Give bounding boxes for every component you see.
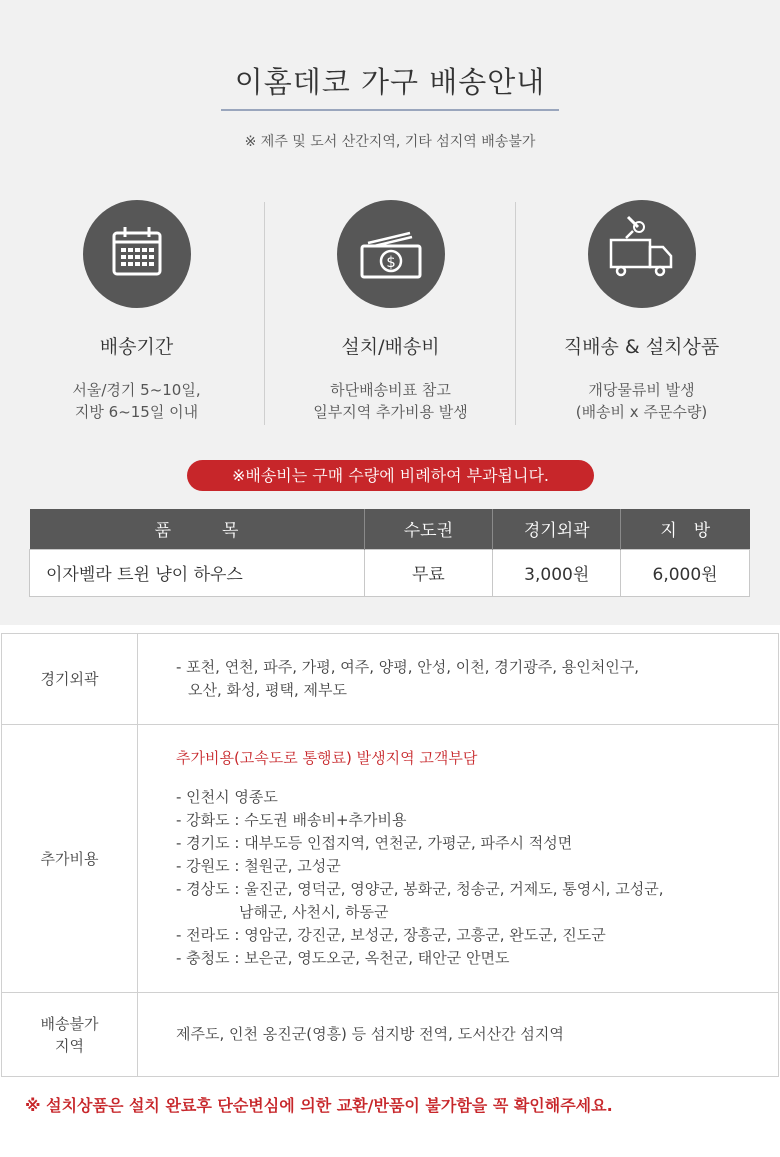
column-header: 경기외곽 [493,509,621,549]
table-row [30,549,750,596]
region-detail-table [1,633,779,1077]
feature-desc-line: 일부지역 추가비용 발생 [313,403,468,421]
table-row [2,725,779,993]
calendar-icon [83,200,191,308]
region-line: - 경기도 : 대부도등 인접지역, 연천군, 가평군, 파주시 적성면 [176,834,573,852]
row-label [2,993,138,1077]
row-value: 제주도, 인천 옹진군(영흥) 등 섬지방 전역, 도서산간 섬지역 [138,993,779,1077]
region-line: - 강원도 : 철원군, 고성군 [176,857,341,875]
fee-notice-pill: ※배송비는 구매 수량에 비례하여 부과됩니다. [187,460,594,491]
row-label: 추가비용 [2,725,138,993]
feature-desc-line: 하단배송비표 참고 [330,381,451,399]
region-line: 남해군, 사천시, 하동군 [239,903,389,921]
feature-title: 설치/배송비 [341,336,440,358]
table-row [2,634,779,725]
product-name: 이자벨라 트윈 냥이 하우스 [30,549,365,596]
feature-desc [264,379,517,423]
extra-cost-highlight: 추가비용(고속도로 통행료) 발생지역 고객부담 [176,749,478,767]
svg-text:$: $ [385,253,396,271]
feature-title: 직배송 & 설치상품 [563,336,720,358]
regional-fee: 6,000원 [621,549,750,596]
delivery-truck-icon [588,200,696,308]
region-line: - 인천시 영종도 [176,788,278,806]
feature-desc [10,379,263,423]
feature-desc-line: 지방 6~15일 이내 [74,403,199,421]
shipping-fee-table [29,509,750,597]
page-title: 이홈데코 가구 배송안내 [234,65,546,99]
table-row [2,993,779,1077]
row-value [138,725,779,993]
region-line: - 강화도 : 수도권 배송비+추가비용 [176,811,407,829]
column-header: 수도권 [364,509,493,549]
feature-desc-line: (배송비 x 주문수량) [575,403,708,421]
title-underline [221,109,559,111]
feature-shipping-fee [264,200,517,423]
table-header-row [30,509,750,549]
column-header: 품 목 [30,509,365,549]
feature-desc-line: 개당물류비 발생 [588,381,695,399]
page-subtitle: ※ 제주 및 도서 산간지역, 기타 섬지역 배송불가 [244,134,536,150]
row-label-line: 배송불가 [40,1014,99,1033]
money-icon [337,200,445,308]
installation-notice: ※ 설치상품은 설치 완료후 단순변심에 의한 교환/반품이 불가함을 꼭 확인해주세요. [25,1096,613,1115]
region-line: 오산, 화성, 평택, 제부도 [188,681,348,699]
column-header: 지 방 [621,509,750,549]
row-value [138,634,779,725]
region-line: - 충청도 : 보은군, 영도오군, 옥천군, 태안군 안면도 [176,949,510,967]
row-label: 경기외곽 [2,634,138,725]
feature-desc-line: 서울/경기 5~10일, [72,381,201,399]
feature-delivery-period [10,200,263,423]
row-label-line: 지역 [55,1036,84,1055]
gyeonggi-fee: 3,000원 [493,549,621,596]
region-line: - 전라도 : 영암군, 강진군, 보성군, 장흥군, 고흥군, 완도군, 진도군 [176,926,606,944]
region-line: - 포천, 연천, 파주, 가평, 여주, 양평, 안성, 이천, 경기광주, 용인처인구, [176,658,640,676]
feature-direct-delivery [515,200,768,423]
region-line: - 경상도 : 울진군, 영덕군, 영양군, 봉화군, 청송군, 거제도, 통영시, 고성군, [176,880,664,898]
feature-desc [515,379,768,423]
feature-title: 배송기간 [99,336,174,358]
metro-fee: 무료 [364,549,493,596]
